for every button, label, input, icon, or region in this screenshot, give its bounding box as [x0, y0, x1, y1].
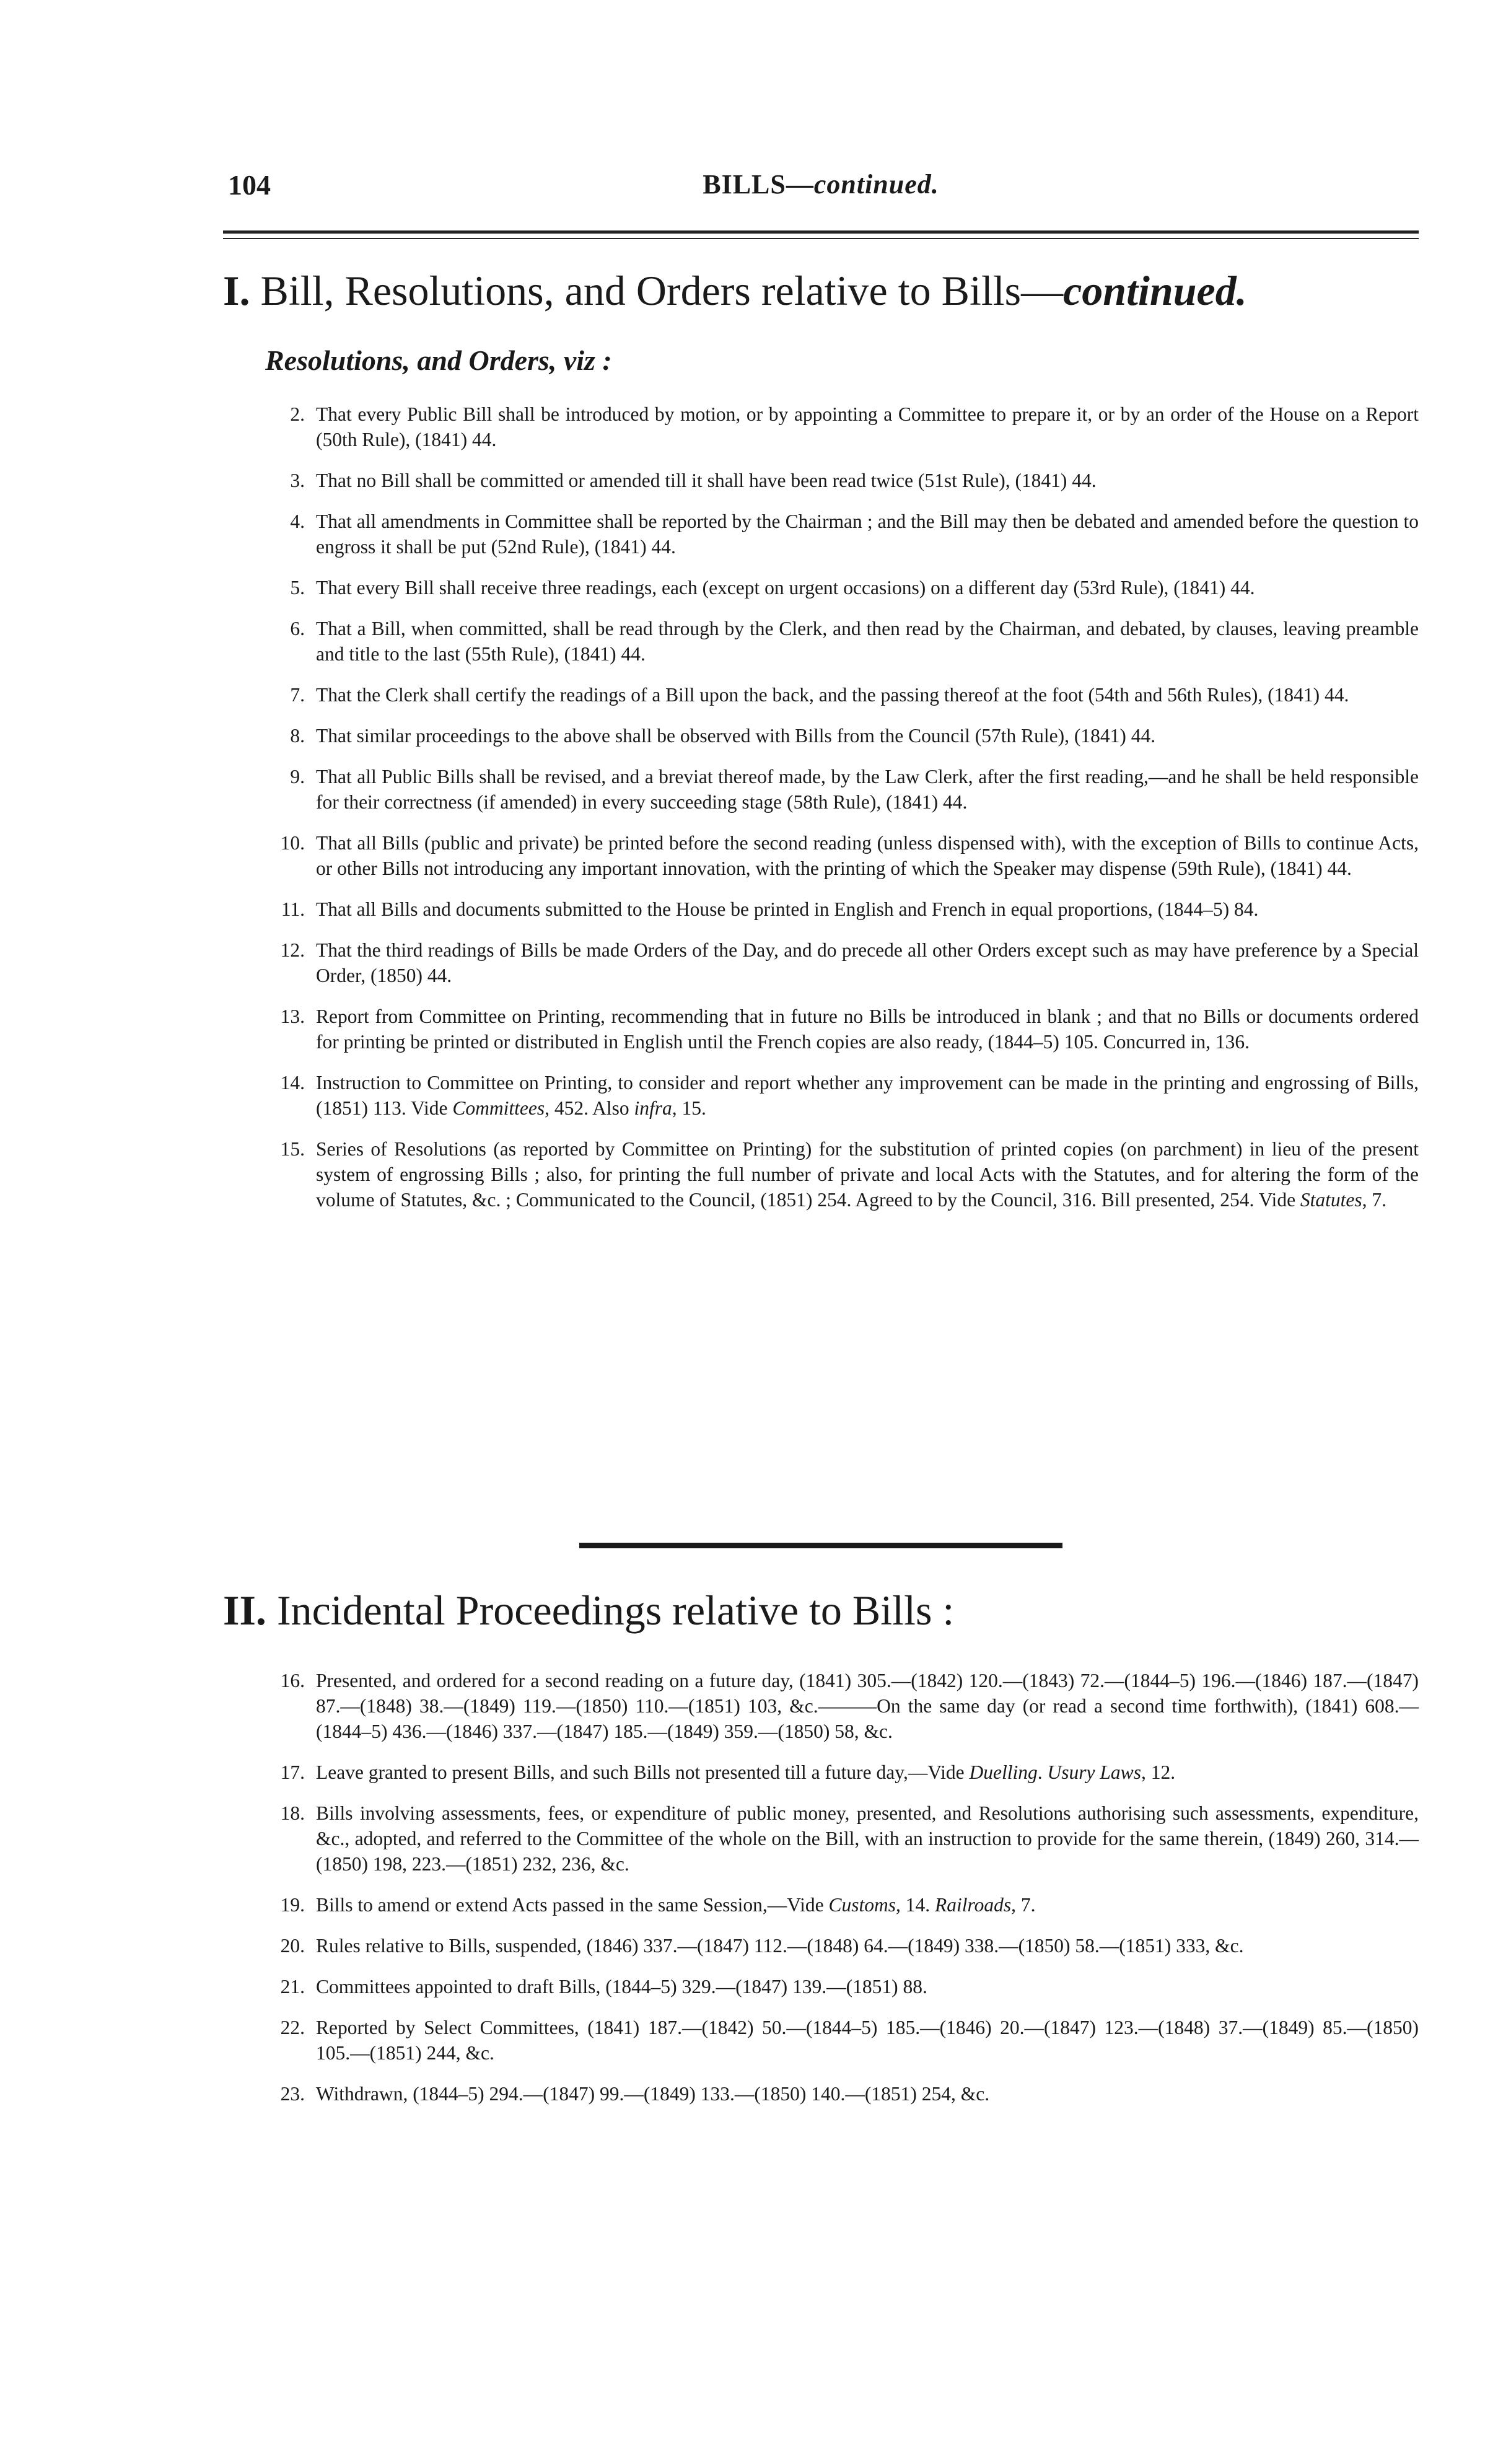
item-text: That similar proceedings to the above shall be observed with Bills from the Council (57th Rule), (1841) 44. — [316, 725, 1156, 747]
item-text: That all amendments in Committee shall be reported by the Chairman ; and the Bill may then be debated and amended before the question to engross it shall be put (52nd Rule), (1841) 44. — [316, 511, 1419, 558]
list-item — [223, 1800, 1419, 1877]
list-item — [223, 1136, 1419, 1212]
page-number: 104 — [228, 169, 271, 201]
item-number: 14. — [280, 1072, 305, 1094]
item-number: 7. — [290, 684, 305, 706]
list-item — [223, 2015, 1419, 2066]
list-item — [223, 1668, 1419, 1744]
item-text-part: , 452. Also — [545, 1097, 634, 1119]
item-text: That the third readings of Bills be made Orders of the Day, and do precede all other Orders except such as may have preference by a Special Order, (1850) 44. — [316, 939, 1419, 986]
item-number: 13. — [280, 1006, 305, 1027]
cross-reference: Customs — [828, 1894, 896, 1916]
list-item — [223, 682, 1419, 708]
item-number: 6. — [290, 618, 305, 639]
item-number: 23. — [280, 2083, 305, 2105]
document-page — [223, 0, 1419, 2464]
item-text: Bills involving assessments, fees, or expenditure of public money, presented, and Resolutions authorising such assessments, expenditure, &c., adopted, and referred to the Committee of the whole on the Bill, with an instruction to provide for the same therein, (1849) 260, 314.—(1850) 198, 223.—(1851) 232, 236, &c. — [316, 1802, 1419, 1875]
item-text-part: , 12. — [1141, 1761, 1176, 1783]
item-text: That all Bills and documents submitted to the House be printed in English and French in equal proportions, (1844–5) 84. — [316, 898, 1259, 920]
section-1-subheading: Resolutions, and Orders, viz : — [265, 344, 612, 376]
running-head — [223, 169, 1419, 200]
item-text: Withdrawn, (1844–5) 294.—(1847) 99.—(1849) 133.—(1850) 140.—(1851) 254, &c. — [316, 2083, 990, 2105]
item-text: That every Public Bill shall be introduced by motion, or by appointing a Committee to prepare it, or by an order of the House on a Report (50th Rule), (1841) 44. — [316, 403, 1419, 450]
section-2-title-main: Incidental Proceedings relative to Bills : — [276, 1587, 955, 1634]
section-1-title — [223, 266, 1247, 315]
header-double-rule — [223, 230, 1419, 239]
item-text — [316, 1892, 1419, 1918]
item-number: 17. — [280, 1761, 305, 1783]
item-text: That all Bills (public and private) be printed before the second reading (unless dispensed with), with the exception of Bills to continue Acts, or other Bills not introducing any important innovation, with the printing of which the Speaker may dispense (59th Rule), (1841) 44. — [316, 832, 1419, 879]
cross-reference: Committees — [452, 1097, 545, 1119]
item-text-part: Bills to amend or extend Acts passed in the same Session,—Vide — [316, 1894, 829, 1916]
list-item — [223, 1974, 1419, 1999]
item-number: 15. — [280, 1138, 305, 1160]
item-number: 8. — [290, 725, 305, 747]
running-head-main: BILLS— — [703, 169, 814, 199]
section-2-items — [223, 1668, 1419, 2122]
item-text — [316, 1760, 1419, 1785]
section-1-title-main: Bill, Resolutions, and Orders relative to Bills— — [260, 267, 1064, 314]
page-header — [223, 169, 1419, 206]
item-number: 4. — [290, 511, 305, 532]
item-number: 21. — [280, 1976, 305, 1997]
cross-reference: Statutes — [1300, 1189, 1362, 1211]
item-text — [316, 1070, 1419, 1121]
cross-reference: Usury Laws — [1047, 1761, 1141, 1783]
item-number: 16. — [280, 1670, 305, 1691]
item-text — [316, 1136, 1419, 1212]
item-number: 22. — [280, 2017, 305, 2038]
list-item — [223, 1004, 1419, 1054]
list-item — [223, 401, 1419, 452]
list-item — [223, 830, 1419, 881]
cross-reference: Railroads — [935, 1894, 1012, 1916]
item-number: 11. — [281, 898, 305, 920]
list-item — [223, 1070, 1419, 1121]
item-text: That a Bill, when committed, shall be read through by the Clerk, and then read by the Chairman, and debated, by clauses, leaving preamble and title to the last (55th Rule), (1841) 44. — [316, 618, 1419, 665]
section-2-numeral: II. — [223, 1587, 266, 1634]
list-item — [223, 1892, 1419, 1918]
item-text: Rules relative to Bills, suspended, (1846) 337.—(1847) 112.—(1848) 64.—(1849) 338.—(1850) 58.—(1851) 333, &c. — [316, 1935, 1244, 1957]
item-text-part: Series of Resolutions (as reported by Committee on Printing) for the substitution of printed copies (on parchment) in lieu of the present system of engrossing Bills ; also, for printing the full number of private and local Acts with the Statutes, and for altering the form of the volume of Statutes, &c. ; Communicated to the Council, (1851) 254. Agreed to by the Council, 316. Bill presented, 254. Vide — [316, 1138, 1419, 1211]
item-number: 20. — [280, 1935, 305, 1957]
item-number: 2. — [290, 403, 305, 425]
list-item — [223, 937, 1419, 988]
section-divider-rule — [579, 1543, 1062, 1548]
item-text: Presented, and ordered for a second reading on a future day, (1841) 305.—(1842) 120.—(1843) 72.—(1844–5) 196.—(1846) 187.—(1847) 87.—(1848) 38.—(1849) 119.—(1850) 110.—(1851) 103, &c.———On the same day (or read a second time forthwith), (1841) 608.—(1844–5) 436.—(1846) 337.—(1847) 185.—(1849) 359.—(1850) 58, &c. — [316, 1670, 1419, 1742]
section-1-items — [223, 401, 1419, 1228]
list-item — [223, 2081, 1419, 2107]
running-head-italic: continued. — [813, 169, 939, 199]
list-item — [223, 1933, 1419, 1958]
section-1-numeral: I. — [223, 267, 250, 314]
item-text: Report from Committee on Printing, recommending that in future no Bills be introduced in blank ; and that no Bills or documents ordered for printing be printed or distributed in English until the French copies are also ready, (1844–5) 105. Concurred in, 136. — [316, 1006, 1419, 1053]
section-1-title-italic: continued. — [1063, 267, 1247, 314]
item-text-part: , 15. — [672, 1097, 706, 1119]
list-item — [223, 723, 1419, 748]
list-item — [223, 575, 1419, 600]
section-2-title — [223, 1586, 954, 1635]
item-text: That the Clerk shall certify the readings of a Bill upon the back, and the passing thereof at the foot (54th and 56th Rules), (1841) 44. — [316, 684, 1349, 706]
item-text: That no Bill shall be committed or amended till it shall have been read twice (51st Rule), (1841) 44. — [316, 470, 1097, 491]
item-number: 18. — [280, 1802, 305, 1824]
item-text: Reported by Select Committees, (1841) 187.—(1842) 50.—(1844–5) 185.—(1846) 20.—(1847) 123.—(1848) 37.—(1849) 85.—(1850) 105.—(1851) 244, &c. — [316, 2017, 1419, 2064]
item-text-part: Leave granted to present Bills, and such Bills not presented till a future day,—Vide — [316, 1761, 970, 1783]
item-text: Committees appointed to draft Bills, (1844–5) 329.—(1847) 139.—(1851) 88. — [316, 1976, 927, 1997]
list-item — [223, 897, 1419, 922]
item-text-part: , 14. — [896, 1894, 935, 1916]
list-item — [223, 764, 1419, 815]
cross-reference: Duelling — [969, 1761, 1038, 1783]
item-number: 9. — [290, 766, 305, 787]
item-number: 5. — [290, 577, 305, 598]
item-number: 12. — [280, 939, 305, 961]
item-text-part: , 7. — [1011, 1894, 1036, 1916]
item-text: That all Public Bills shall be revised, and a breviat thereof made, by the Law Clerk, after the first reading,—and he shall be held responsible for their correctness (if amended) in every succeeding stage (58th Rule), (1841) 44. — [316, 766, 1419, 813]
item-number: 3. — [290, 470, 305, 491]
item-text-part: , 7. — [1362, 1189, 1387, 1211]
item-text-part: Instruction to Committee on Printing, to consider and report whether any improvement can be made in the printing and engrossing of Bills, (1851) 113. Vide — [316, 1072, 1419, 1119]
item-number: 19. — [280, 1894, 305, 1916]
item-number: 10. — [280, 832, 305, 854]
item-text-part: . — [1037, 1761, 1048, 1783]
list-item — [223, 616, 1419, 667]
item-text: That every Bill shall receive three readings, each (except on urgent occasions) on a different day (53rd Rule), (1841) 44. — [316, 577, 1255, 598]
list-item — [223, 509, 1419, 559]
cross-reference: infra — [634, 1097, 672, 1119]
list-item — [223, 1760, 1419, 1785]
list-item — [223, 468, 1419, 493]
